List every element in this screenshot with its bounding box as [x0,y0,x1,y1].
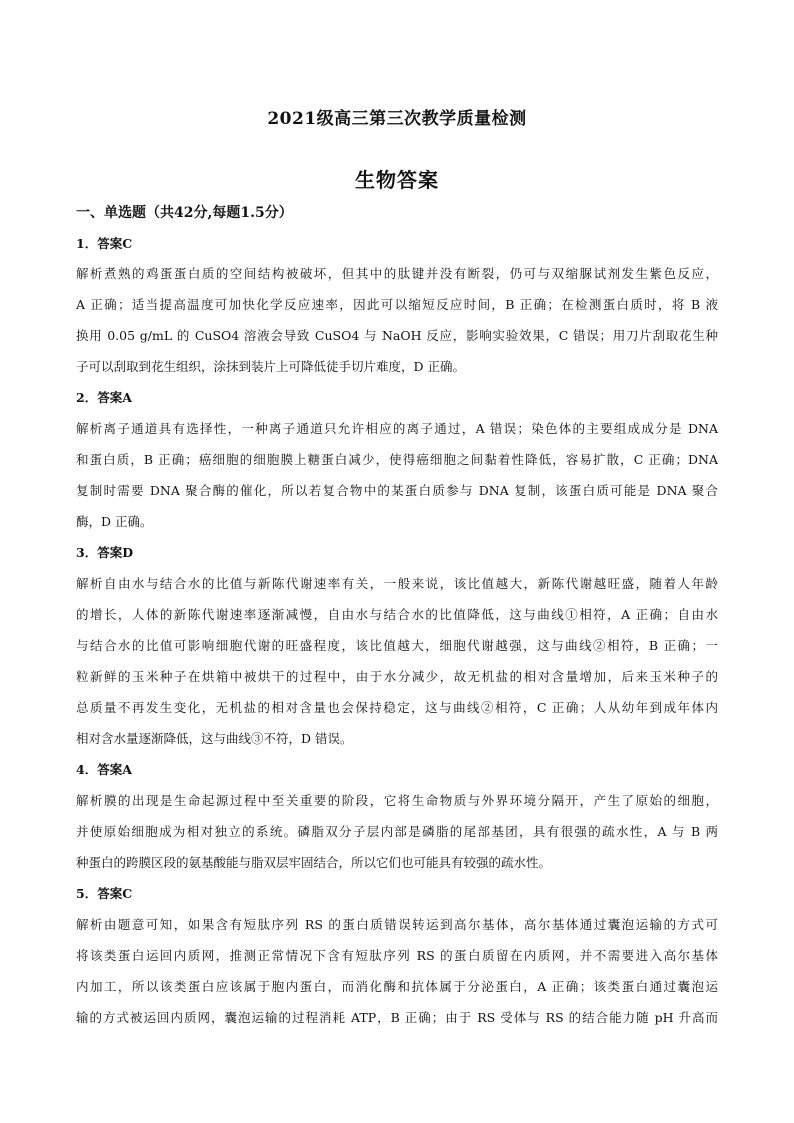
answer-heading-4: 4．答案A [76,762,132,777]
explanation-line: 输的方式被运回内质网，囊泡运输的过程消耗 ATP，B 正确；由于 RS 受体与 RS 的结合能力随 pH 升高而 [76,1010,718,1025]
explanation-line: 解析离子通道具有选择性，一种离子通道只允许相应的离子通过，A 错误；染色体的主要组成成分是 DNA [76,421,718,436]
explanation-line: 内加工，所以该类蛋白应该属于胞内蛋白，而消化酶和抗体属于分泌蛋白，A 正确；该类蛋白通过囊泡运 [76,979,718,994]
explanation-line: 换用 0.05 g/mL 的 CuSO4 溶液会导致 CuSO4 与 NaOH 反应，影响实验效果，C 错误；用刀片刮取花生种 [76,328,718,343]
explanation-line: 和蛋白质，B 正确；癌细胞的细胞膜上糖蛋白减少，使得癌细胞之间黏着性降低，容易扩散，C 正确；DNA [76,452,718,467]
explanation-line: 粒新鲜的玉米种子在烘箱中被烘干的过程中，由于水分减少，故无机盐的相对含量增加，后来玉米种子的 [76,669,718,684]
explanation-line: 解析由题意可知，如果含有短肽序列 RS 的蛋白质错误转运到高尔基体，高尔基体通过囊泡运输的方式可 [76,917,718,932]
answer-heading-5: 5．答案C [76,886,133,901]
answer-heading-1: 1．答案C [76,236,133,251]
explanation-line: 子可以刮取到花生组织，涂抹到装片上可降低徒手切片难度，D 正确。 [76,359,465,374]
answer-heading-2: 2．答案A [76,390,132,405]
explanation-line: 解析煮熟的鸡蛋蛋白质的空间结构被破坏，但其中的肽键并没有断裂，仍可与双缩脲试剂发生紫色反应， [76,266,718,281]
explanation-line: 复制时需要 DNA 聚合酶的催化，所以若复合物中的某蛋白质参与 DNA 复制，该蛋白质可能是 DNA 聚合 [76,483,718,498]
explanation-line: 解析自由水与结合水的比值与新陈代谢速率有关，一般来说，该比值越大，新陈代谢越旺盛，随着人年龄 [76,576,718,591]
explanation-line: 并使原始细胞成为相对独立的系统。磷脂双分子层内部是磷脂的尾部基团，具有很强的疏水性，A 与 B 两 [76,824,718,839]
explanation-line: 酶，D 正确。 [76,514,153,529]
subject-title: 生物答案 [355,168,439,192]
explanation-line: A 正确；适当提高温度可加快化学反应速率，因此可以缩短反应时间，B 正确；在检测蛋白质时，将 B 液 [76,297,718,312]
explanation-line: 与结合水的比值可影响细胞代谢的旺盛程度，该比值越大，细胞代谢越强，这与曲线②相符，B 正确；一 [76,638,718,653]
explanation-line: 总质量不再发生变化，无机盐的相对含量也会保持稳定，这与曲线②相符，C 正确；人从幼年到成年体内 [76,700,718,715]
explanation-line: 将该类蛋白运回内质网，推测正常情况下含有短肽序列 RS 的蛋白质留在内质网，并不需要进入高尔基体 [76,948,718,963]
explanation-line: 的增长，人体的新陈代谢速率逐渐减慢，自由水与结合水的比值降低，这与曲线①相符，A 正确；自由水 [76,607,718,622]
answer-heading-3: 3．答案D [76,545,134,560]
exam-title: 2021级高三第三次教学质量检测 [267,109,527,129]
explanation-line: 种蛋白的跨膜区段的氨基酸能与脂双层牢固结合，所以它们也可能具有较强的疏水性。 [76,855,552,870]
explanation-line: 解析膜的出现是生命起源过程中至关重要的阶段，它将生命物质与外界环境分隔开，产生了原始的细胞， [76,793,718,808]
explanation-line: 相对含水量逐渐降低，这与曲线③不符，D 错误。 [76,731,353,746]
section-heading: 一、单选题（共42分,每题1.5分） [76,205,293,221]
